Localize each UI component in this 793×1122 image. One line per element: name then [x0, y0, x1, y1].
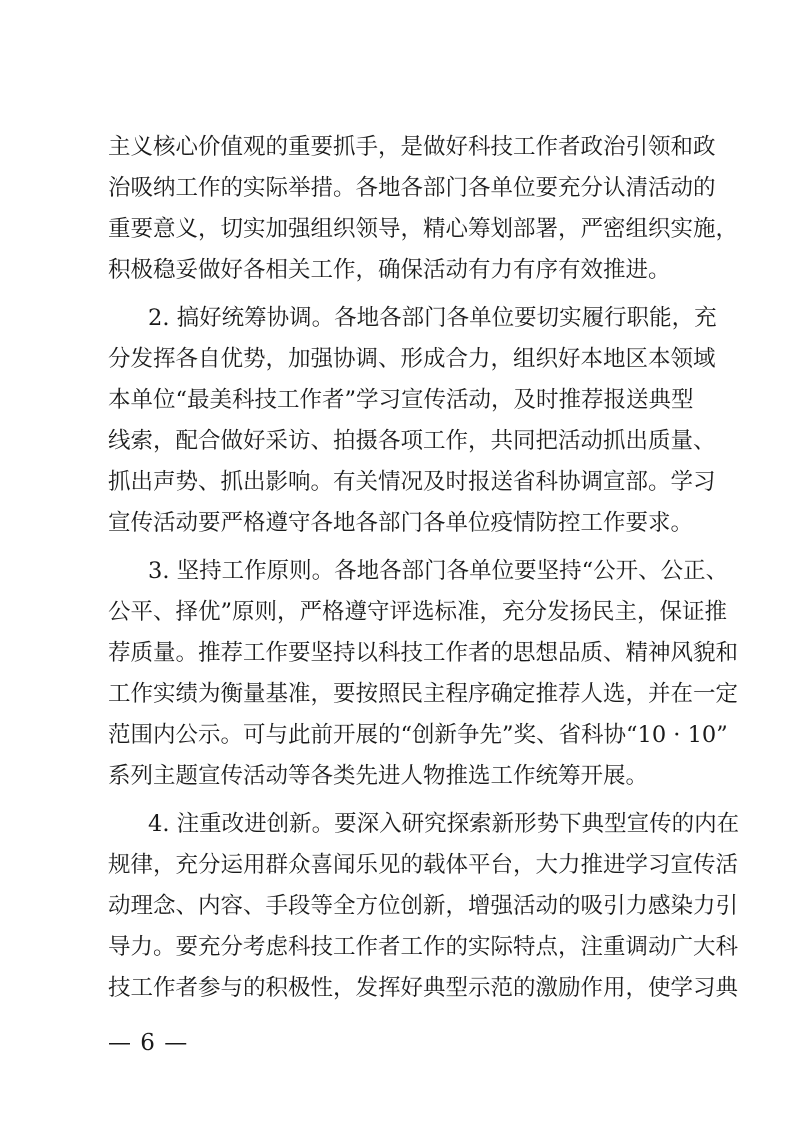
text-line: 宣传活动要严格遵守各地各部门各单位疫情防控工作要求。 [108, 510, 694, 536]
text-line: 本单位“最美科技工作者”学习宣传活动，及时推荐报送典型 [108, 387, 694, 413]
text-line: 分发挥各自优势，加强协调、形成合力，组织好本地区本领域 [108, 346, 716, 372]
text-line: 规律，充分运用群众喜闻乐见的载体平台，大力推进学习宣传活 [108, 852, 739, 878]
text-line: 抓出声势、抓出影响。有关情况及时报送省科协调宣部。学习 [108, 469, 716, 495]
text-line: 技工作者参与的积极性，发挥好典型示范的激励作用，使学习典 [108, 975, 739, 1001]
paragraph-2-start: 2. 搞好统筹协调。各地各部门各单位要切实履行职能，充 [148, 305, 717, 331]
text-line: 荐质量。推荐工作要坚持以科技工作者的思想品质、精神风貌和 [108, 640, 739, 666]
text-line: 重要意义，切实加强组织领导，精心筹划部署，严密组织实施， [108, 216, 739, 242]
text-line: 导力。要充分考虑科技工作者工作的实际特点，注重调动广大科 [108, 934, 739, 960]
text-line: 线索，配合做好采访、拍摄各项工作，共同把活动抓出质量、 [108, 428, 716, 454]
paragraph-4-start: 4. 注重改进创新。要深入研究探索新形势下典型宣传的内在 [148, 811, 740, 837]
page-number: — 6 — [108, 1030, 189, 1056]
text-line: 积极稳妥做好各相关工作，确保活动有力有序有效推进。 [108, 257, 671, 283]
text-line: 系列主题宣传活动等各类先进人物推选工作统筹开展。 [108, 763, 649, 789]
text-line: 范围内公示。可与此前开展的“创新争先”奖、省科协“10 · 10” [108, 722, 728, 748]
text-line: 工作实绩为衡量基准，要按照民主程序确定推荐人选，并在一定 [108, 681, 739, 707]
paragraph-3-start: 3. 坚持工作原则。各地各部门各单位要坚持“公开、公正、 [148, 558, 729, 584]
text-line: 治吸纳工作的实际举措。各地各部门各单位要充分认清活动的 [108, 175, 716, 201]
text-line: 动理念、内容、手段等全方位创新，增强活动的吸引力感染力引 [108, 893, 739, 919]
text-line: 主义核心价值观的重要抓手，是做好科技工作者政治引领和政 [108, 134, 716, 160]
text-line: 公平、择优”原则，严格遵守评选标准，充分发扬民主，保证推 [108, 599, 728, 625]
